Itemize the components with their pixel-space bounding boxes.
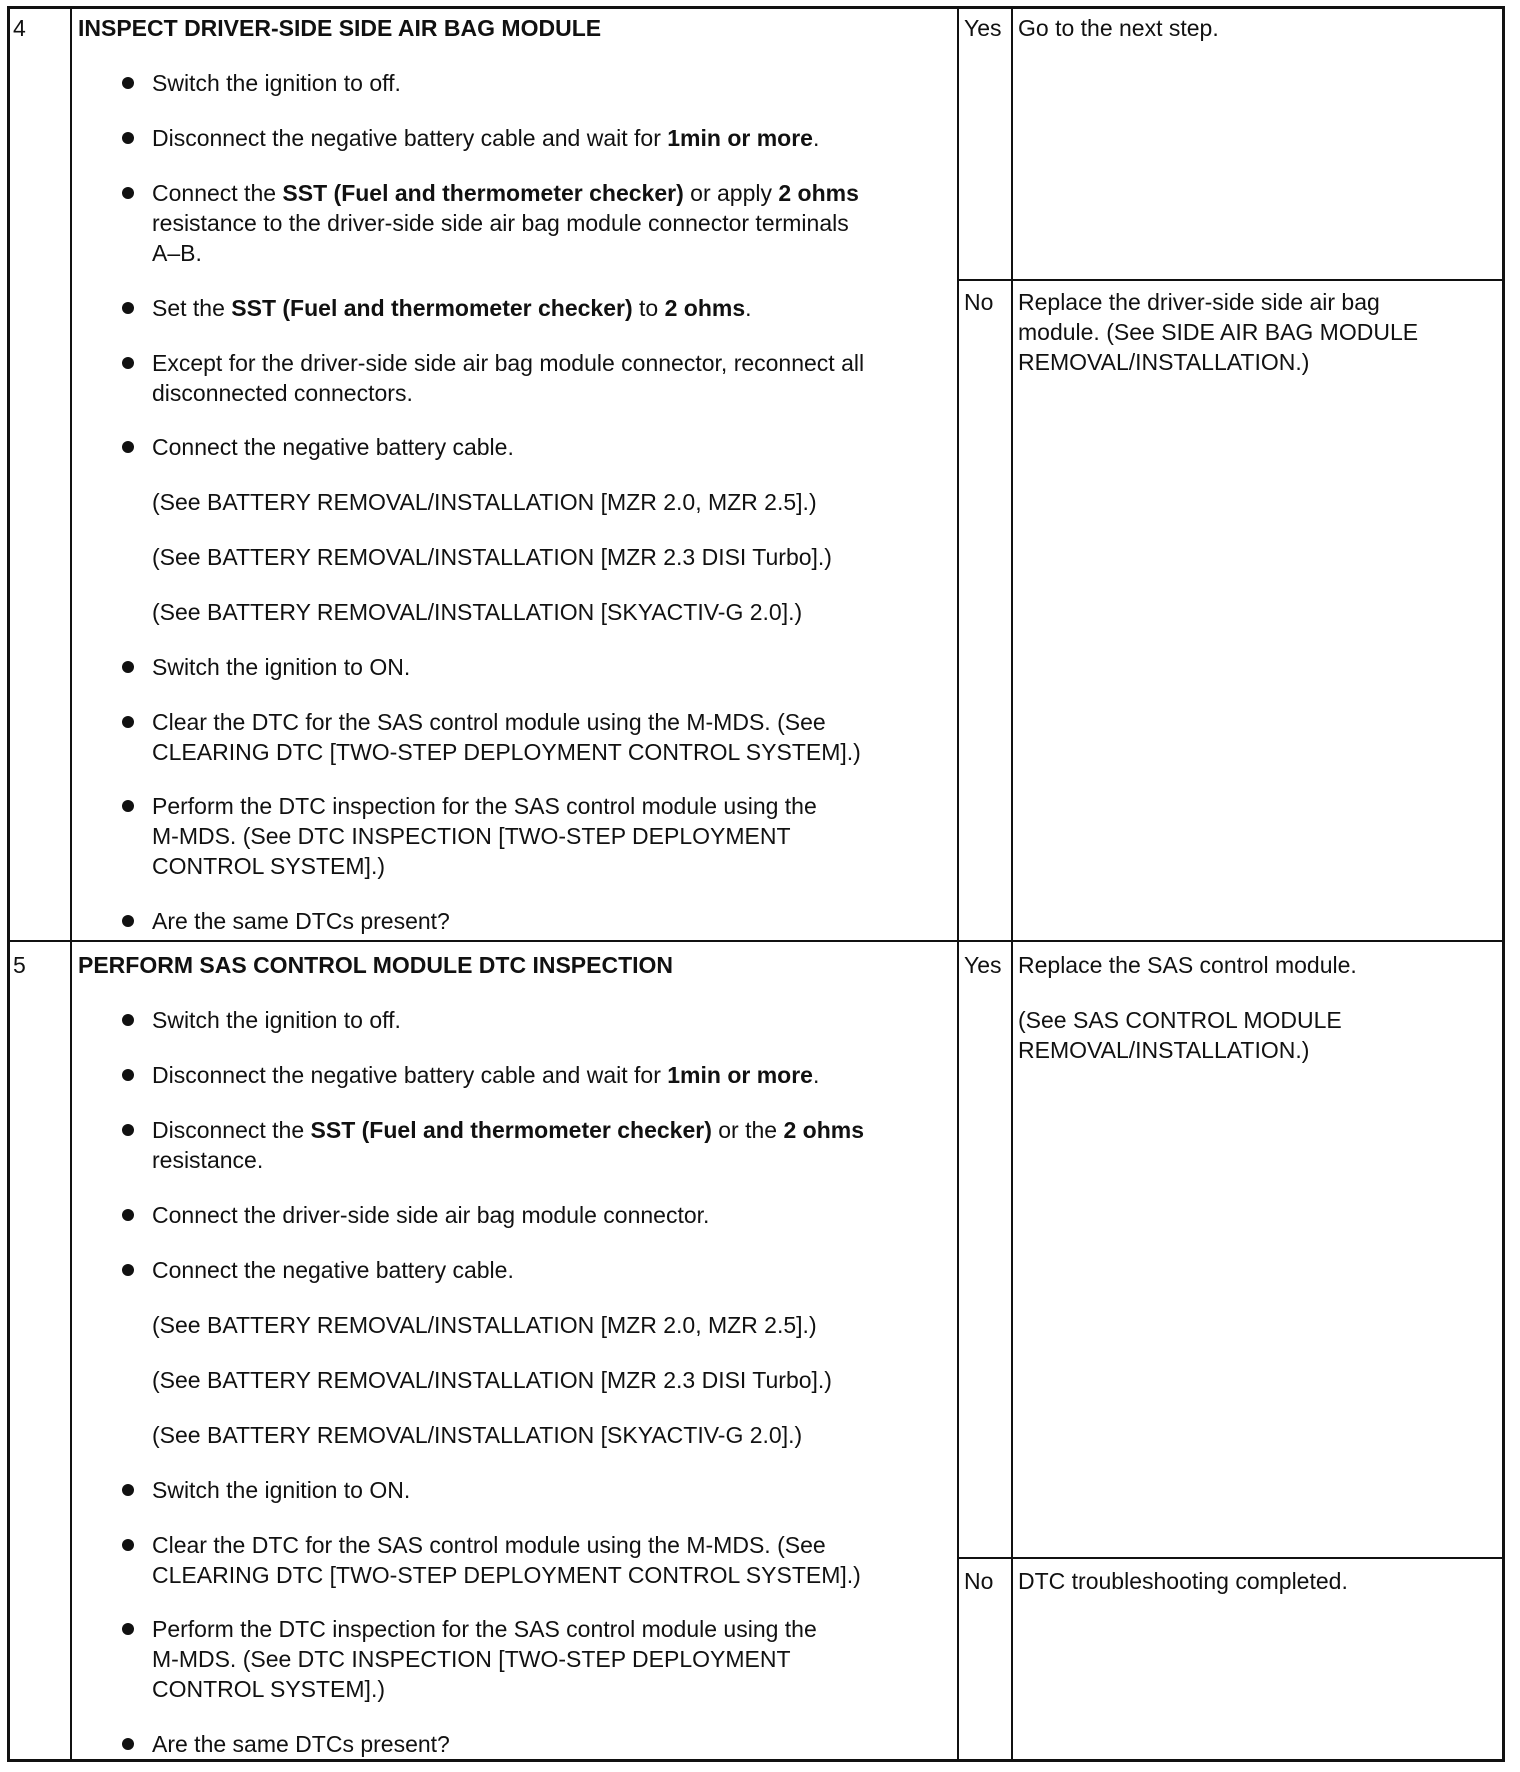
reference-battery: (See BATTERY REMOVAL/INSTALLATION [MZR 2.3 DISI Turbo].) xyxy=(152,1367,832,1393)
step-instruction-cont: CONTROL SYSTEM].) xyxy=(152,1676,385,1702)
step-instruction-cont: CONTROL SYSTEM].) xyxy=(152,853,385,879)
bullet-icon xyxy=(122,1069,134,1081)
reference-battery: (See BATTERY REMOVAL/INSTALLATION [MZR 2.0, MZR 2.5].) xyxy=(152,489,817,515)
reference-battery: (See BATTERY REMOVAL/INSTALLATION [SKYACTIV-G 2.0].) xyxy=(152,1422,803,1448)
step-instruction: Clear the DTC for the SAS control module using the M-MDS. (See xyxy=(152,709,826,735)
bullet-icon xyxy=(122,187,134,199)
step-instruction-cont: resistance. xyxy=(152,1147,264,1173)
step-instruction: Switch the ignition to off. xyxy=(152,1007,401,1033)
step-number: 5 xyxy=(13,952,26,978)
no-action: DTC troubleshooting completed. xyxy=(1018,1568,1348,1594)
yes-no-divider-step4 xyxy=(957,279,1505,281)
yes-label: Yes xyxy=(964,952,1002,978)
yes-action: Replace the SAS control module. xyxy=(1018,952,1357,978)
step-instruction: Switch the ignition to ON. xyxy=(152,654,411,680)
column-divider-2 xyxy=(957,6,959,1762)
step-instruction-cont: M-MDS. (See DTC INSPECTION [TWO-STEP DEPLOYMENT xyxy=(152,823,791,849)
step-instruction: Disconnect the negative battery cable and wait for 1min or more. xyxy=(152,1062,820,1088)
step-question: Are the same DTCs present? xyxy=(152,1731,450,1757)
table-border-top xyxy=(7,6,1505,9)
step-title: INSPECT DRIVER-SIDE SIDE AIR BAG MODULE xyxy=(78,15,602,41)
bullet-icon xyxy=(122,1484,134,1496)
table-border-left xyxy=(7,6,10,1762)
no-label: No xyxy=(964,1568,994,1594)
step-instruction: Connect the negative battery cable. xyxy=(152,1257,514,1283)
column-divider-3 xyxy=(1011,6,1013,1762)
bullet-icon xyxy=(122,1124,134,1136)
reference-battery: (See BATTERY REMOVAL/INSTALLATION [SKYACTIV-G 2.0].) xyxy=(152,599,803,625)
step-instruction-cont: CLEARING DTC [TWO-STEP DEPLOYMENT CONTROL SYSTEM].) xyxy=(152,1562,861,1588)
bullet-icon xyxy=(122,357,134,369)
step-instruction: Connect the SST (Fuel and thermometer checker) or apply 2 ohms xyxy=(152,180,859,206)
step-instruction-cont: resistance to the driver-side side air bag module connector terminals xyxy=(152,210,849,236)
bullet-icon xyxy=(122,661,134,673)
step-title: PERFORM SAS CONTROL MODULE DTC INSPECTION xyxy=(78,952,674,978)
bullet-icon xyxy=(122,1014,134,1026)
yes-label: Yes xyxy=(964,15,1002,41)
row-divider-steps xyxy=(7,940,1505,942)
step-instruction: Clear the DTC for the SAS control module using the M-MDS. (See xyxy=(152,1532,826,1558)
step-instruction: Except for the driver-side side air bag module connector, reconnect all xyxy=(152,350,865,376)
step-instruction: Connect the driver-side side air bag module connector. xyxy=(152,1202,710,1228)
bullet-icon xyxy=(122,800,134,812)
table-border-right xyxy=(1502,6,1505,1762)
step-number: 4 xyxy=(13,15,26,41)
yes-action: Go to the next step. xyxy=(1018,15,1219,41)
bullet-icon xyxy=(122,1539,134,1551)
yes-action: REMOVAL/INSTALLATION.) xyxy=(1018,1037,1310,1063)
step-instruction-cont: A–B. xyxy=(152,240,202,266)
yes-no-divider-step5 xyxy=(957,1557,1505,1559)
step-instruction: Set the SST (Fuel and thermometer checker) to 2 ohms. xyxy=(152,295,752,321)
bullet-icon xyxy=(122,1623,134,1635)
step-instruction: Disconnect the negative battery cable and wait for 1min or more. xyxy=(152,125,820,151)
bullet-icon xyxy=(122,1738,134,1750)
bullet-icon xyxy=(122,1264,134,1276)
bullet-icon xyxy=(122,1209,134,1221)
table-border-bottom xyxy=(7,1759,1505,1762)
reference-battery: (See BATTERY REMOVAL/INSTALLATION [MZR 2.3 DISI Turbo].) xyxy=(152,544,832,570)
bullet-icon xyxy=(122,441,134,453)
step-instruction: Switch the ignition to ON. xyxy=(152,1477,411,1503)
no-action: Replace the driver-side side air bag xyxy=(1018,289,1380,315)
no-action: REMOVAL/INSTALLATION.) xyxy=(1018,349,1310,375)
yes-action: (See SAS CONTROL MODULE xyxy=(1018,1007,1342,1033)
step-instruction-cont: CLEARING DTC [TWO-STEP DEPLOYMENT CONTROL SYSTEM].) xyxy=(152,739,861,765)
bullet-icon xyxy=(122,915,134,927)
step-instruction: Switch the ignition to off. xyxy=(152,70,401,96)
step-instruction: Perform the DTC inspection for the SAS control module using the xyxy=(152,1616,817,1642)
reference-battery: (See BATTERY REMOVAL/INSTALLATION [MZR 2.0, MZR 2.5].) xyxy=(152,1312,817,1338)
no-label: No xyxy=(964,289,994,315)
bullet-icon xyxy=(122,77,134,89)
step-instruction: Connect the negative battery cable. xyxy=(152,434,514,460)
no-action: module. (See SIDE AIR BAG MODULE xyxy=(1018,319,1419,345)
bullet-icon xyxy=(122,716,134,728)
step-instruction: Perform the DTC inspection for the SAS control module using the xyxy=(152,793,817,819)
column-divider-1 xyxy=(70,6,72,1762)
bullet-icon xyxy=(122,302,134,314)
step-question: Are the same DTCs present? xyxy=(152,908,450,934)
step-instruction-cont: M-MDS. (See DTC INSPECTION [TWO-STEP DEPLOYMENT xyxy=(152,1646,791,1672)
bullet-icon xyxy=(122,132,134,144)
step-instruction: Disconnect the SST (Fuel and thermometer checker) or the 2 ohms xyxy=(152,1117,865,1143)
step-instruction-cont: disconnected connectors. xyxy=(152,380,413,406)
